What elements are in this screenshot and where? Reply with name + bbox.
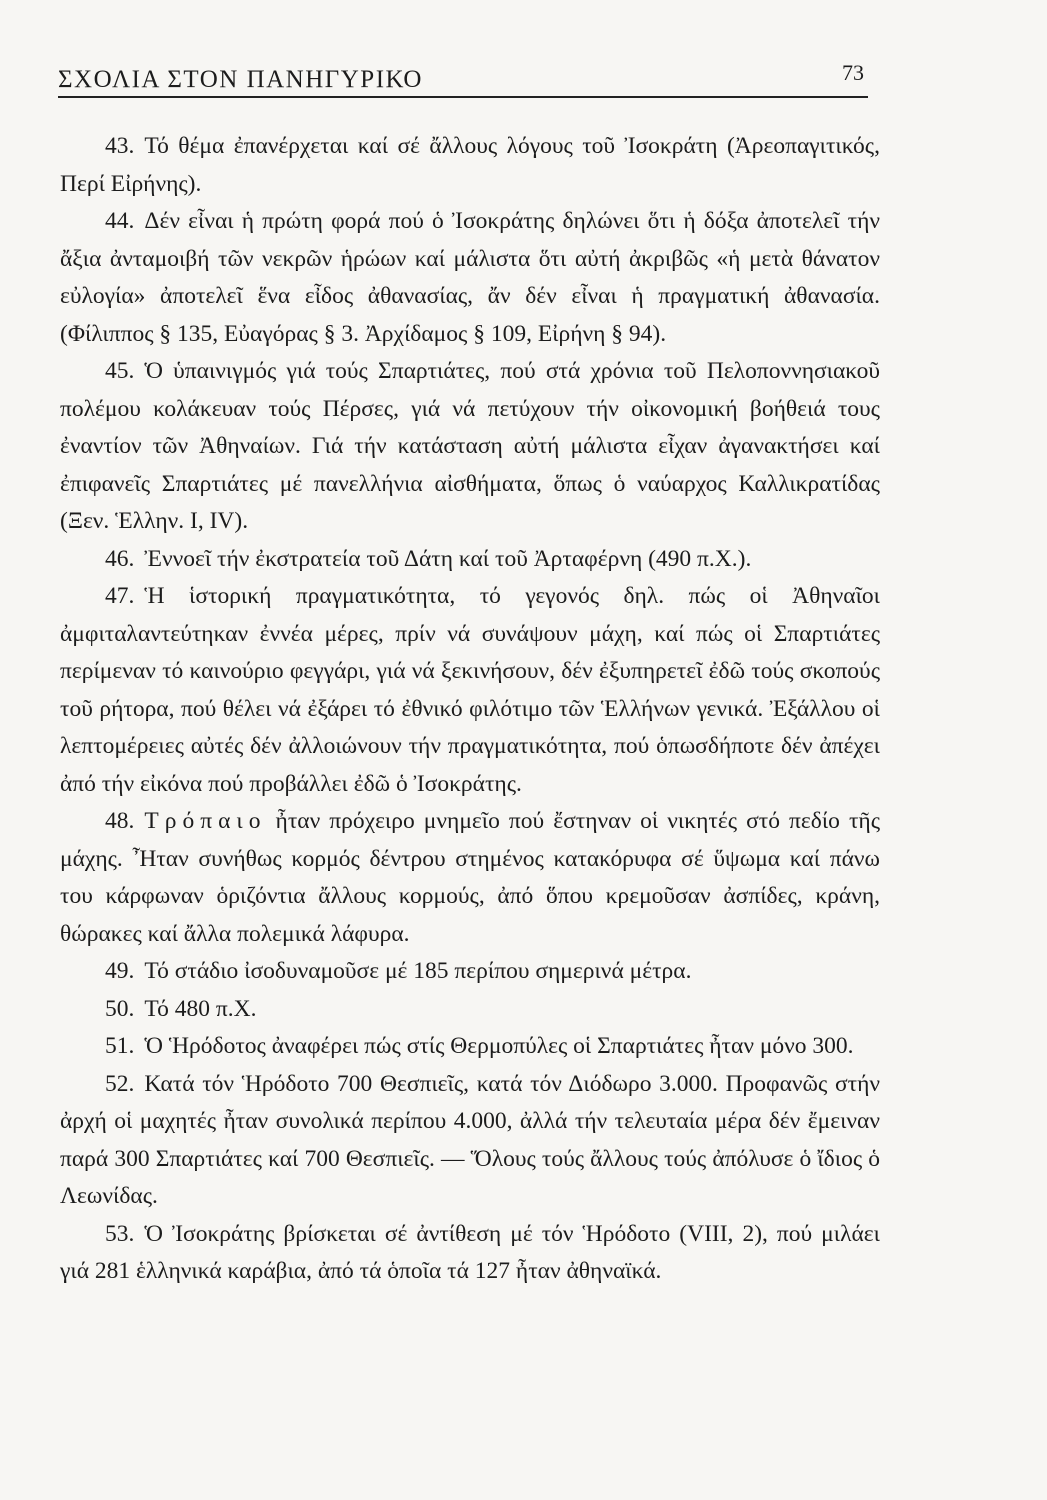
note-text: Ὁ Ἡρόδοτος ἀναφέρει πώς στίς Θερμοπύλες οἱ Σπαρτιάτες ἦταν μόνο 300. <box>144 1033 854 1059</box>
note-text: Ἐννοεῖ τήν ἐκστρατεία τοῦ Δάτη καί τοῦ Ἀρταφέρνη (490 π.Χ.). <box>144 545 752 572</box>
note-text: Ὁ ὑπαινιγμός γιά τούς Σπαρτιάτες, πού στά χρόνια τοῦ Πελοποννησιακοῦ πολέμου κολάκευαν τούς Πέρσες, γιά νά πετύχουν τήν οἰκονομική βοήθειά τους ἐναντίον τῶν Ἀθηναίων. Γιά τήν κατάσταση αὐτή μάλιστα εἶχαν ἀγανακτήσει καί ἐπιφανεῖς Σπαρτιάτες μέ πανελλήνια αἰσθήματα, ὅπως ὁ ναύαρχος Καλλικρατίδας (Ξεν. Ἑλλην. Ι, ΙV). <box>60 358 880 534</box>
note-text: Κατά τόν Ἡρόδοτο 700 Θεσπιεῖς, κατά τόν Διόδωρο 3.000. Προφανῶς στήν ἀρχή οἱ μαχητές ἦταν συνολικά περίπου 4.000, ἀλλά τήν τελευταία μέρα δέν ἔμειναν παρά 300 Σπαρτιάτες καί 700 Θεσπιεῖς. — Ὅλους τούς ἄλλους τούς ἀπόλυσε ὁ ἴδιος ὁ Λεωνίδας. <box>60 1070 880 1209</box>
note-number: 50. <box>105 995 135 1022</box>
note-53 <box>60 1216 880 1291</box>
note-number: 46. <box>105 545 135 572</box>
note-text: Δέν εἶναι ἡ πρώτη φορά πού ὁ Ἰσοκράτης δηλώνει ὅτι ἡ δόξα ἀποτελεῖ τήν ἄξια ἀνταμοιβή τῶν νεκρῶν ἡρώων καί μάλιστα ὅτι αὐτή ἀκριβῶς «ἡ μετὰ θάνατον εὐλογία» ἀποτελεῖ ἕνα εἶδος ἀθανασίας, ἄν δέν εἶναι ἡ πραγματική ἀθανασία. (Φίλιππος § 135, Εὐαγόρας § 3. Ἀρχίδαμος § 109, Εἰρήνη § 94). <box>60 208 880 347</box>
note-47 <box>60 578 880 803</box>
note-44 <box>60 203 880 353</box>
note-text: Τό 480 π.Χ. <box>144 995 257 1022</box>
note-text: Τό στάδιο ἰσοδυναμοῦσε μέ 185 περίπου σημερινά μέτρα. <box>144 958 692 984</box>
note-number: 48. <box>105 808 135 834</box>
note-49 <box>60 953 880 991</box>
note-text: Ὁ Ἰσοκράτης βρίσκεται σέ ἀντίθεση μέ τόν Ἡρόδοτο (VIII, 2), πού μιλάει γιά 281 ἑλληνικά καράβια, ἀπό τά ὁποῖα τά 127 ἦταν ἀθηναϊκά. <box>60 1220 880 1284</box>
page-header <box>58 56 868 98</box>
note-46 <box>60 541 880 579</box>
note-50 <box>60 991 880 1029</box>
note-48 <box>60 803 880 953</box>
note-number: 43. <box>105 133 135 159</box>
note-number: 53. <box>105 1220 135 1247</box>
note-number: 44. <box>105 208 135 234</box>
note-45 <box>60 353 880 541</box>
note-51 <box>60 1028 880 1066</box>
note-lead-term: Τρόπαιο <box>144 808 267 834</box>
note-number: 45. <box>105 358 135 384</box>
note-number: 51. <box>105 1033 135 1059</box>
note-number: 52. <box>105 1070 135 1097</box>
notes-body <box>60 128 880 1291</box>
running-title: ΣΧΟΛΙΑ ΣΤΟΝ ΠΑΝΗΓΥΡΙΚΟ <box>58 66 423 93</box>
page-number: 73 <box>842 60 864 85</box>
note-43 <box>60 128 880 203</box>
note-number: 49. <box>105 958 135 984</box>
note-text: ἦταν πρόχειρο μνημεῖο πού ἔστηναν οἱ νικητές στό πεδίο τῆς μάχης. Ἦταν συνήθως κορμός δέντρου στημένος κατακόρυφα σέ ὕψωμα καί πάνω του κάρφωναν ὁριζόντια ἄλλους κορμούς, ἀπό ὅπου κρεμοῦσαν ἀσπίδες, κράνη, θώρακες καί ἄλλα πολεμικά λάφυρα. <box>60 808 881 947</box>
note-52 <box>60 1066 880 1216</box>
note-text: Τό θέμα ἐπανέρχεται καί σέ ἄλλους λόγους τοῦ Ἰσοκράτη (Ἀρεοπαγιτικός, Περί Εἰρήνης). <box>60 133 880 197</box>
note-text: Ἡ ἱστορική πραγματικότητα, τό γεγονός δηλ. πώς οἱ Ἀθηναῖοι ἀμφιταλαντεύτηκαν ἐννέα μέρες, πρίν νά συνάψουν μάχη, καί πώς οἱ Σπαρτιάτες περίμεναν τό καινούριο φεγγάρι, γιά νά ξεκινήσουν, δέν ἐξυπηρετεῖ ἐδῶ τούς σκοπούς τοῦ ρήτορα, πού θέλει νά ἐξάρει τό ἐθνικό φιλότιμο τῶν Ἑλλήνων γενικά. Ἐξάλλου οἱ λεπτομέρειες αὐτές δέν ἀλλοιώνουν τήν πραγματικότητα, πού ὁπωσδήποτε δέν ἀπέχει ἀπό τήν εἰκόνα πού προβάλλει ἐδῶ ὁ Ἰσοκράτης. <box>60 583 880 797</box>
note-number: 47. <box>105 583 135 609</box>
